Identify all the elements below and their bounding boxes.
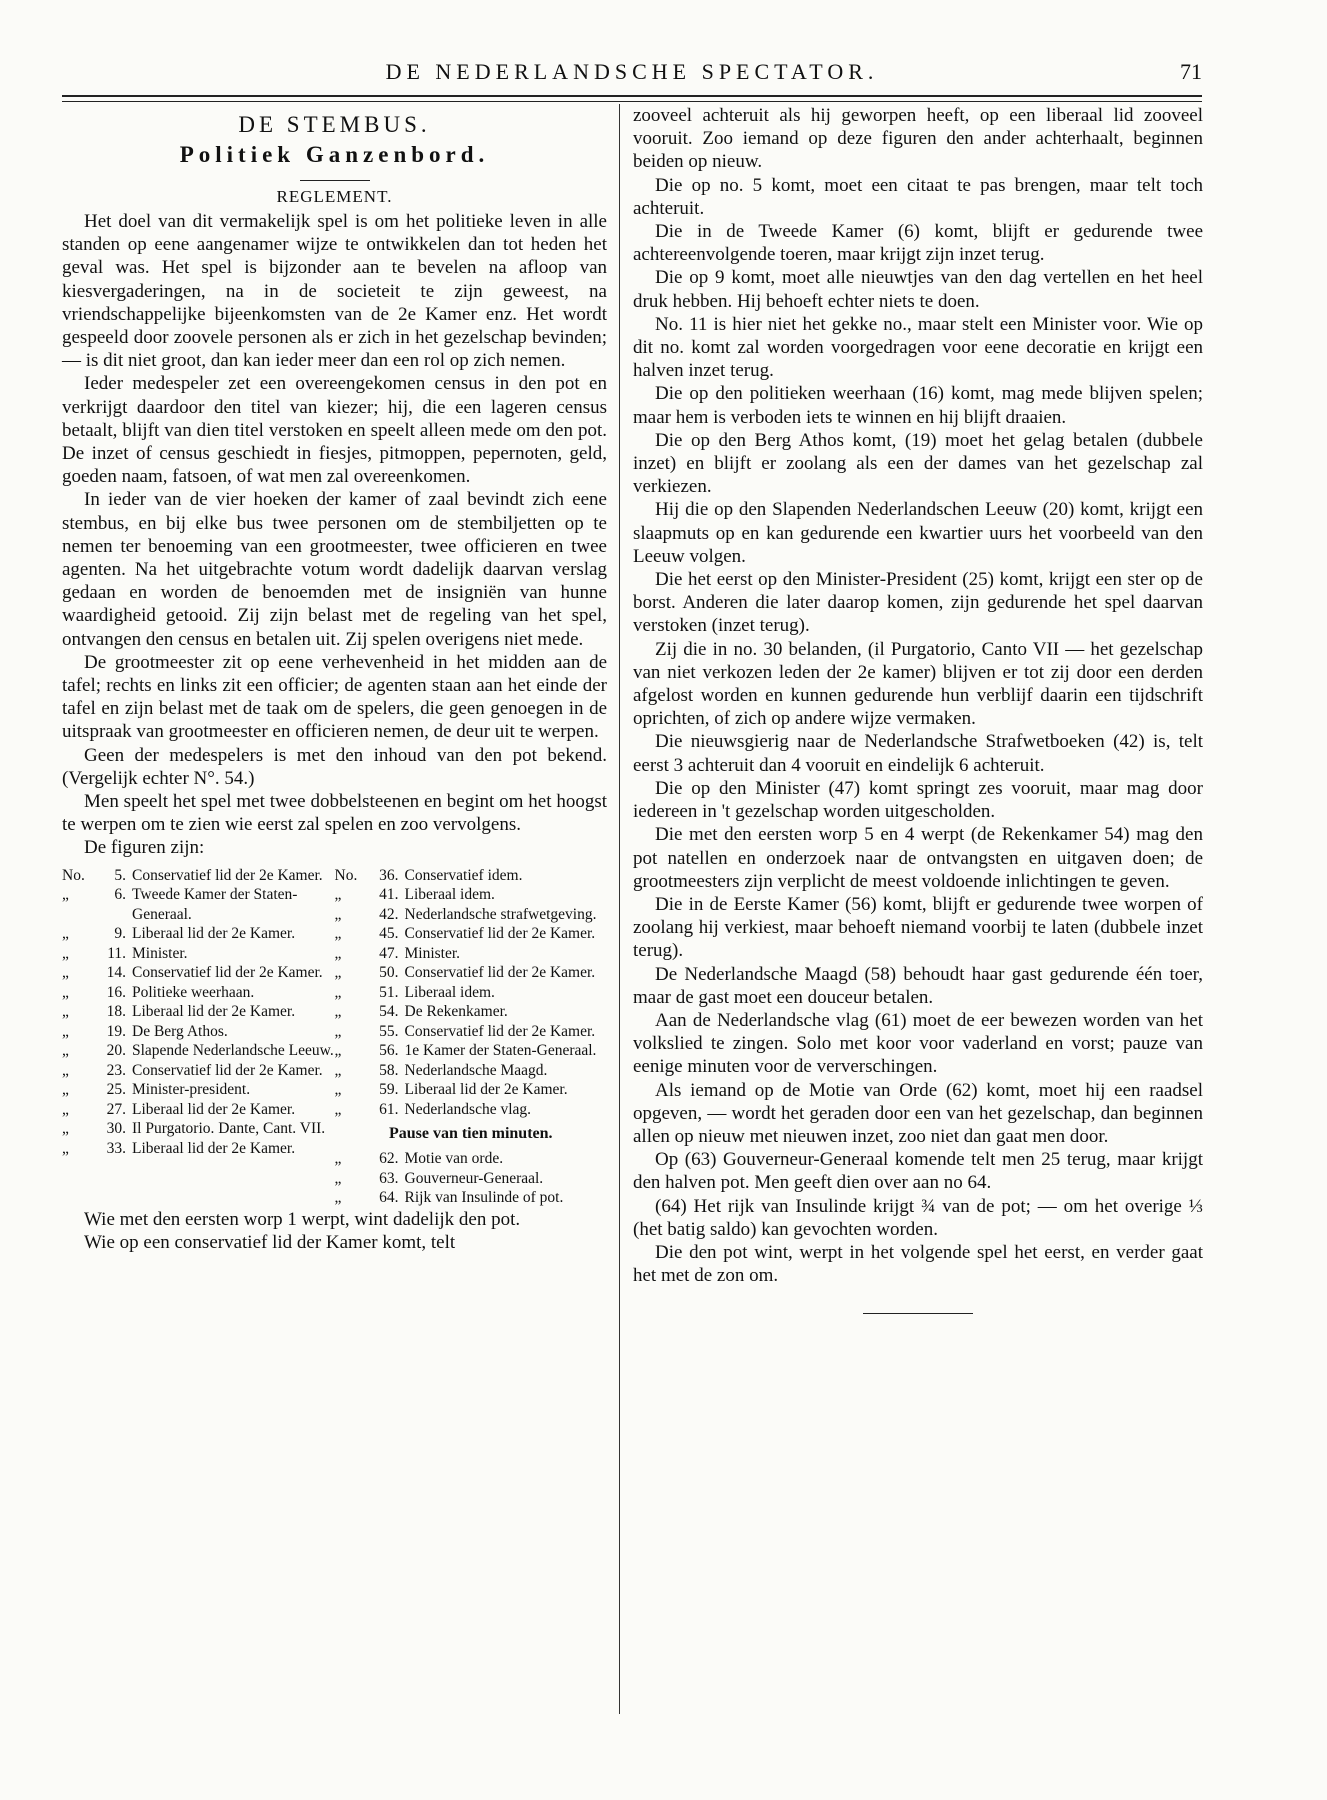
article-heading: DE STEMBUS. [238,112,431,137]
figure-pre: „ [334,1042,342,1060]
figure-num: 64. [379,1189,399,1207]
figure-pre: „ [334,1169,342,1187]
figure-num: 5. [114,866,126,884]
paragraph: Die in de Tweede Kamer (6) komt, blijft er gedurende twee achtereenvolgende toeren, maar krijgt zijn inzet terug. [633,221,1203,266]
figure-pre: „ [62,1139,69,1157]
paragraph: Die den pot wint, werpt in het volgende spel het eerst, en verder gaat het met de zon om. [633,1241,1203,1287]
figure-num: 30. [106,1120,126,1138]
figure-item [335,944,608,964]
figure-num: 25. [106,1081,126,1099]
left-column [62,104,607,1254]
figure-label: Liberaal idem. [404,983,495,1001]
figure-num: 27. [106,1100,126,1118]
figure-pre: „ [334,1061,342,1079]
figures-column-right [335,866,608,1208]
short-rule [300,180,370,181]
figure-num: 20. [106,1042,126,1060]
figure-label: Rijk van Insulinde of pot. [404,1189,564,1207]
figure-item [335,963,608,983]
figure-pre: „ [62,925,69,943]
figure-num: 9. [114,925,126,943]
figure-pre: No. [62,866,85,884]
figure-label: Conservatief lid der 2e Kamer. [132,866,323,884]
figure-num: 59. [379,1081,399,1099]
figure-num: 63. [379,1169,399,1187]
figure-pre: „ [62,1100,69,1118]
figure-label: Nederlandsche Maagd. [404,1061,548,1079]
figure-pre: „ [334,944,342,962]
figure-num: 42. [379,905,399,923]
figure-pre: „ [334,964,342,982]
journal-title: DE NEDERLANDSCHE SPECTATOR. [385,59,879,84]
figure-item [335,866,608,886]
figure-item [335,905,608,925]
paragraph: No. 11 is hier niet het gekke no., maar stelt een Minister voor. Wie op dit no. komt zal worden voorgedragen voor eene decoratie en krijgt een halven inzet terug. [633,313,1203,382]
paragraph: Ieder medespeler zet een overeengekomen census in den pot en verkrijgt daardoor den titel van kiezer; hij, die een lageren census betaalt, blijft van dien titel verstoken en speelt alleen mede om den pot. De inzet of census geschiedt in fiesjes, pitmoppen, pepernoten, geld, goeden naam, fatsoen, of wat men zal overeenkomen. [62,373,607,488]
paragraph: Die op 9 komt, moet alle nieuwtjes van den dag vertellen en het heel druk hebben. Hij behoeft echter niets te doen. [633,267,1203,312]
header-rule [62,95,1202,97]
figure-num: 62. [379,1150,399,1168]
figure-item [62,924,335,944]
figures-right-after [335,1149,608,1208]
figure-label: Liberaal lid der 2e Kamer. [404,1081,568,1099]
figure-label: Gouverneur-Generaal. [404,1169,544,1187]
figures-column-left [62,866,335,1208]
figure-label: Minister. [404,944,461,962]
figure-label: Il Purgatorio. Dante, Cant. VII. [132,1120,326,1138]
paragraph: Die op den Berg Athos komt, (19) moet het gelag betalen (dubbele inzet) en blijft er zoolang als een der dames van het gezelschap zal verkiezen. [633,429,1203,498]
figure-label: Conservatief lid der 2e Kamer. [132,1061,323,1079]
figure-label: Liberaal lid der 2e Kamer. [132,1139,296,1157]
figure-pre: „ [334,1189,342,1207]
figure-item [62,1139,335,1159]
figure-pre: „ [62,1120,69,1138]
figures-list [62,866,607,1208]
figure-num: 11. [107,944,126,962]
figure-pre: „ [62,1061,69,1079]
paragraph: Aan de Nederlandsche vlag (61) moet de eer bewezen worden van het volkslied te zingen. Solo met koor voor vaderland en vorst; pauze van eenige minuten voor de ververschingen. [633,1009,1203,1078]
section-title: REGLEMENT. [276,187,393,206]
paragraph: zooveel achteruit als hij geworpen heeft, op een liberaal lid zooveel vooruit. Zoo iemand op deze figuren den ander achterhaalt, beginnen beiden op nieuw. [633,105,1203,173]
paragraph: Geen der medespelers is met den inhoud van den pot bekend. (Vergelijk echter N°. 54.) [62,744,607,789]
figure-label: Minister. [132,944,188,962]
figure-item [335,1100,608,1120]
figure-item [335,1022,608,1042]
figure-pre: „ [334,1150,342,1168]
figure-pre: „ [62,944,69,962]
figure-num: 6. [114,886,126,904]
figure-num: 36. [379,866,399,884]
figure-item [62,944,335,964]
figure-item [335,983,608,1003]
paragraph: Die op den Minister (47) komt springt zes vooruit, maar mag door iedereen in 't gezelschap worden uitgescholden. [633,777,1203,823]
figure-pre: „ [334,1081,342,1099]
figure-item [335,1080,608,1100]
paragraph: De Nederlandsche Maagd (58) behoudt haar gast gedurende één toer, maar de gast moet een douceur betalen. [633,963,1203,1008]
paragraph: Zij die in no. 30 belanden, (il Purgatorio, Canto VII — het gezelschap van niet verkozen leden der 2e kamer) blijven er tot zij door een derden afgelost worden en kunnen gedurende hun verblijf daarin een tijdschrift oprichten, of zich op andere wijze vermaken. [633,638,1203,730]
figure-num: 14. [106,964,126,982]
figure-item [62,1119,335,1139]
paragraph: Wie met den eersten worp 1 werpt, wint dadelijk den pot. [84,1208,521,1230]
figure-label: Conservatief lid der 2e Kamer. [404,925,596,943]
figure-item [62,1022,335,1042]
figure-item [62,1080,335,1100]
figure-label: Minister-president. [132,1081,251,1099]
paragraph: Men speelt het spel met twee dobbelsteenen en begint om het hoogst te werpen om te zien wie eerst zal spelen en zoo vervolgens. [62,791,607,836]
header-rule-thin [62,101,1202,102]
figure-label: De Berg Athos. [132,1022,228,1040]
paragraph: Het doel van dit vermakelijk spel is om het politieke leven in alle standen op eene aangenamer wijze te ontwikkelen dan tot heden het geval was. Het spel is bijzonder aan te bevelen na afloop van kiesvergaderingen, na in de societeit te zijn geweest, na vriendschappelijke bijeenkomsten van de 2e Kamer enz. Het wordt gespeeld door zoovele personen als er zich in het gezelschap bevinden; — is dit niet groot, dan kan ieder meer dan een rol op zich nemen. [62,211,607,372]
figure-num: 50. [379,964,399,982]
figure-num: 54. [379,1003,399,1021]
figure-label: Tweede Kamer der Staten-Generaal. [132,886,298,923]
figure-item [335,924,608,944]
figure-pre: „ [62,1003,69,1021]
figure-num: 18. [106,1003,126,1021]
figure-num: 47. [379,944,399,962]
right-column [633,104,1203,1314]
figure-item [335,1061,608,1081]
figure-item [62,963,335,983]
figure-label: Liberaal lid der 2e Kamer. [132,1003,296,1021]
figure-num: 16. [106,983,126,1001]
figure-label: Motie van orde. [404,1150,504,1168]
figure-pre: „ [62,1081,69,1099]
paragraph: Die met den eersten worp 5 en 4 werpt (de Rekenkamer 54) mag den pot natellen en onderzoek naar de ontvangsten en uitgaven doen; de grootmeesters zijn verplicht de meest voldoende inlichtingen te geven. [633,824,1203,892]
figure-pre: „ [62,1022,69,1040]
figure-label: Conservatief lid der 2e Kamer. [404,1022,596,1040]
figure-item [335,1041,608,1061]
paragraph: Die op den politieken weerhaan (16) komt, mag mede blijven spelen; maar hem is verboden iets te winnen en hij blijft draaien. [633,383,1203,428]
figure-num: 55. [379,1022,399,1040]
figure-label: Conservatief lid der 2e Kamer. [132,964,323,982]
figure-label: Liberaal idem. [404,886,495,904]
paragraph: (64) Het rijk van Insulinde krijgt ¾ van de pot; — om het overige ⅓ (het batig saldo) kan gevochten worden. [633,1195,1203,1240]
figure-num: 61. [379,1100,399,1118]
figure-num: 45. [379,925,399,943]
pause-note: Pause van tien minuten. [388,1125,553,1143]
figure-pre: „ [334,983,342,1001]
figure-item [62,983,335,1003]
paragraph: De figuren zijn: [84,837,205,859]
figure-item [62,1100,335,1120]
figure-item [335,885,608,905]
figure-pre: „ [62,983,69,1001]
paragraph: Die in de Eerste Kamer (56) komt, blijft er gedurende twee worpen of zoolang hij verkiest, maar behoeft niemand voorbij te laten (dubbele inzet terug). [633,893,1203,962]
figure-item [62,1061,335,1081]
figure-num: 41. [379,886,399,904]
figure-label: Nederlandsche vlag. [404,1100,532,1118]
paragraph: Wie op een conservatief lid der Kamer komt, telt [84,1231,456,1253]
end-rule [863,1313,973,1314]
figure-item [335,1188,608,1208]
figure-item [62,885,335,924]
figure-pre: „ [334,905,342,923]
figure-num: 58. [379,1061,399,1079]
figure-pre: „ [334,886,342,904]
figure-pre: No. [334,866,358,884]
figure-pre: „ [62,886,69,904]
paragraph: In ieder van de vier hoeken der kamer of zaal bevindt zich eene stembus, en bij elke bus twee personen om de stembiljetten op te nemen ter benoeming van een grootmeester, twee officieren en twee agenten. Na het uitgebrachte votum wordt dadelijk daarvan verslag gedaan en worden de benoemden met de insigniën van hunne waardigheid getooid. Zij zijn belast met de regeling van het spel, ontvangen den census en betalen uit. Zij spelen overigens niet mede. [62,489,607,650]
column-divider [619,104,620,1714]
paragraph: Hij die op den Slapenden Nederlandschen Leeuw (20) komt, krijgt een slaapmuts op en kan gedurende een kwartier uurs het voorbeeld van den Leeuw volgen. [633,499,1203,567]
page-number: 71 [1180,59,1202,84]
paragraph: Die op no. 5 komt, moet een citaat te pas brengen, maar telt toch achteruit. [633,174,1203,219]
paragraph: Als iemand op de Motie van Orde (62) komt, moet hij een raadsel opgeven, — wordt het geraden door een van het gezelschap, dan beginnen allen op nieuw met nieuwen inzet, zoo niet dan gaat men door. [633,1079,1203,1147]
figure-pre: „ [62,964,69,982]
paragraph: Die het eerst op den Minister-President (25) komt, krijgt een ster op de borst. Anderen die later daarop komen, zijn gedurende het spel daarvan verstoken (inzet terug). [633,569,1203,637]
figure-num: 33. [106,1139,126,1157]
article-subheading: Politiek Ganzenbord. [179,142,490,167]
figure-num: 23. [106,1061,126,1079]
paragraph: De grootmeester zit op eene verhevenheid in het midden aan de tafel; rechts en links zit een officier; de agenten staan aan het einde der tafel en zijn belast met de taak om de spelers, die geen genoegen in de uitspraak van grootmeester en officieren nemen, de deur uit te werpen. [62,651,607,743]
figure-pre: „ [334,925,342,943]
figure-pre: „ [334,1022,342,1040]
figure-item [62,1041,335,1061]
figure-num: 56. [379,1042,399,1060]
figure-item [62,1002,335,1022]
paragraph: Op (63) Gouverneur-Generaal komende telt men 25 terug, maar krijgt den halven pot. Men geeft dien over aan no 64. [633,1149,1203,1194]
figures-right-list [335,866,608,1120]
figure-num: 19. [106,1022,126,1040]
page-header [62,55,1202,95]
paragraph: Die nieuwsgierig naar de Nederlandsche Strafwetboeken (42) is, telt eerst 3 achteruit dan 4 vooruit en eindelijk 6 achteruit. [633,731,1203,776]
figure-label: Conservatief lid der 2e Kamer. [404,964,596,982]
figure-item [335,1169,608,1189]
figure-label: Liberaal lid der 2e Kamer. [132,925,296,943]
figure-item [62,866,335,886]
figure-label: 1e Kamer der Staten-Generaal. [404,1042,597,1060]
figure-pre: „ [62,1042,69,1060]
figure-num: 51. [379,983,399,1001]
figure-label: Politieke weerhaan. [132,983,255,1001]
figure-label: Slapende Nederlandsche Leeuw. [132,1042,334,1060]
figure-item [335,1149,608,1169]
figure-item [335,1002,608,1022]
figure-label: De Rekenkamer. [404,1003,508,1021]
figure-pre: „ [334,1100,342,1118]
figure-label: Conservatief idem. [404,866,523,884]
figure-pre: „ [334,1003,342,1021]
figure-label: Nederlandsche strafwetgeving. [404,905,597,923]
figure-label: Liberaal lid der 2e Kamer. [132,1100,296,1118]
